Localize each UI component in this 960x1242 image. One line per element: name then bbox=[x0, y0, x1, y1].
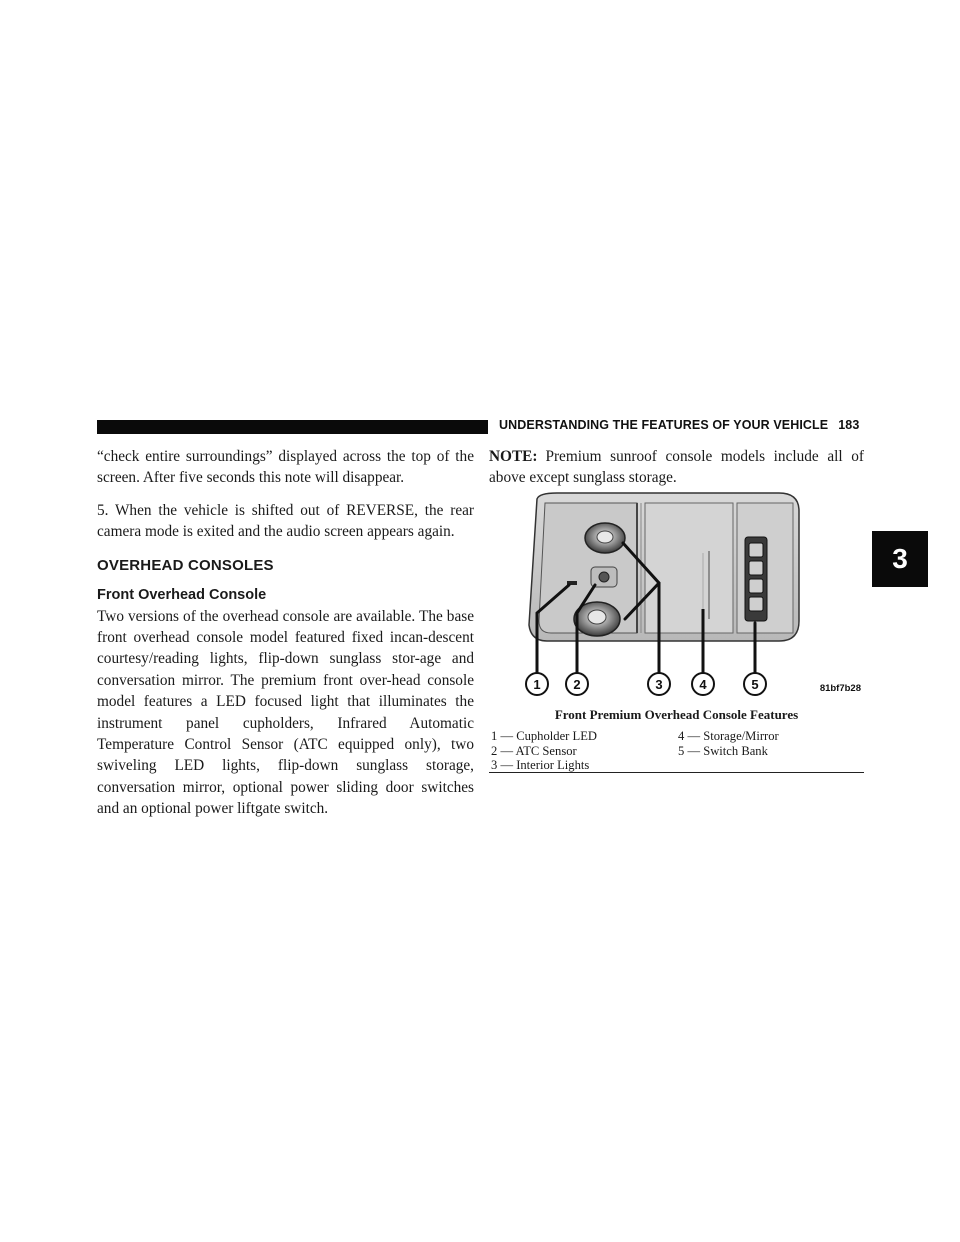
callout-5: 5 bbox=[751, 677, 759, 692]
legend-item-atc-sensor: 2 — ATC Sensor bbox=[491, 743, 577, 758]
paragraph-reverse: 5. When the vehicle is shifted out of REVERSE, the rear camera mode is exited and the audio screen appears again. bbox=[97, 501, 474, 541]
callout-3: 3 bbox=[655, 677, 663, 692]
right-column bbox=[489, 446, 864, 489]
interior-light-upper bbox=[585, 523, 625, 553]
note-label: NOTE: bbox=[489, 448, 538, 465]
note-text: Premium sunroof console models include all of above except sunglass storage. bbox=[489, 448, 864, 487]
heading-front-overhead-console: Front Overhead Console bbox=[97, 586, 267, 603]
callout-circles bbox=[526, 673, 766, 695]
chapter-tab: 3 bbox=[872, 531, 928, 587]
section-title: UNDERSTANDING THE FEATURES OF YOUR VEHICLE bbox=[499, 418, 829, 432]
paragraph-console-versions: Two versions of the overhead console are available. The base front overhead console model featured fixed incan-descent courtesy/reading lights, flip-down sunglass stor-age and conversation mirror. The premium front over-head console model features a LED focused light that illuminates the instrument panel cupholders, Infrared Automatic Temperature Control Sensor (ATC equipped only), two swiveling LED lights, flip-down sunglass storage, conversation mirror, optional power sliding door switches and an optional power liftgate switch. bbox=[97, 607, 474, 818]
switch-bank bbox=[745, 537, 767, 621]
note-paragraph bbox=[489, 446, 864, 489]
callout-1: 1 bbox=[533, 677, 541, 692]
page-number: 183 bbox=[838, 418, 860, 432]
callout-2: 2 bbox=[573, 677, 581, 692]
legend-item-cupholder-led: 1 — Cupholder LED bbox=[491, 729, 597, 743]
header-rule-bar bbox=[97, 420, 488, 434]
legend-rule bbox=[489, 772, 864, 773]
overhead-console-illustration bbox=[517, 491, 865, 703]
left-column bbox=[97, 446, 474, 820]
callout-4: 4 bbox=[699, 677, 707, 692]
figure-caption: Front Premium Overhead Console Features bbox=[554, 707, 799, 722]
legend-item-switch-bank: 5 — Switch Bank bbox=[678, 743, 768, 758]
running-header bbox=[499, 418, 869, 436]
paragraph-surroundings: “check entire surroundings” displayed across the top of the screen. After five seconds this note will disappear. bbox=[97, 448, 474, 487]
legend-item-interior-lights: 3 — Interior Lights bbox=[491, 758, 590, 772]
image-code: 81bf7b28 bbox=[819, 683, 861, 694]
legend-item-storage-mirror: 4 — Storage/Mirror bbox=[678, 729, 779, 743]
heading-overhead-consoles: OVERHEAD CONSOLES bbox=[97, 556, 274, 574]
